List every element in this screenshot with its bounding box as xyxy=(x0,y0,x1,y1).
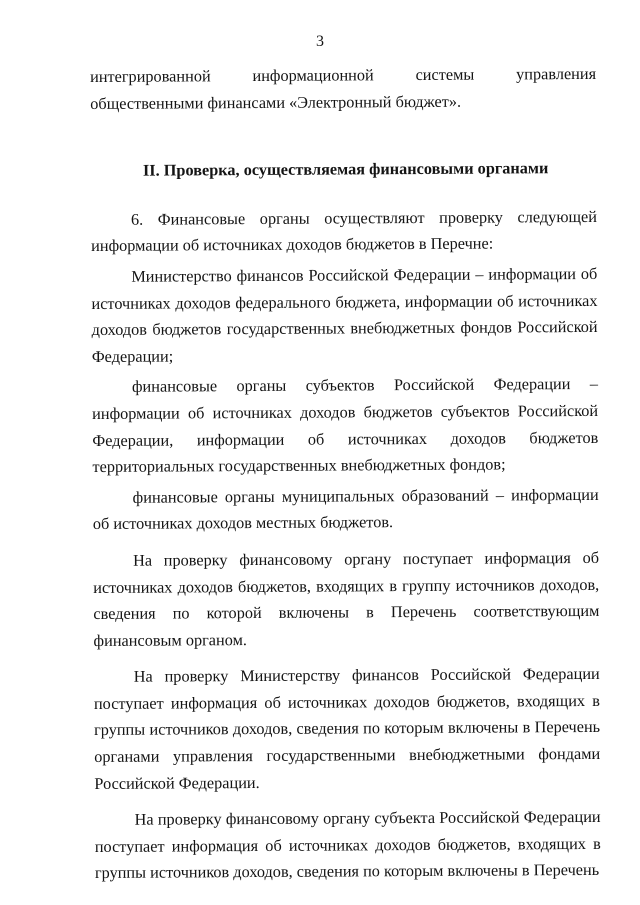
document-body xyxy=(90,61,601,887)
paragraph-municipal-finance: финансовые органы муниципальных образований – информации об источниках доходов местных бюджетов. xyxy=(92,484,599,534)
paragraph-continuation: интегрированной информационной системы управления общественными финансами «Электронный бюджет». xyxy=(90,63,597,113)
paragraph-verification-finance-organ: На проверку финансовому органу поступает информация об источниках доходов бюджетов, входящих в группу источников доходов, сведения по которой включены в Перечень соответствующим финансовым органом. xyxy=(93,547,600,650)
paragraph-verification-minfin: На проверку Министерству финансов Российской Федерации поступает информация об источниках доходов бюджетов, входящих в группы источников доходов, сведения по которым включены в Перечень органами управления государственными внебюджетными фондами Российской Федерации. xyxy=(93,664,601,793)
section-heading: II. Проверка, осуществляемая финансовыми органами xyxy=(142,158,549,180)
paragraph-verification-regional: На проверку финансовому органу субъекта Российской Федерации поступает информация об источниках доходов бюджетов, входящих в группы источников доходов, сведения по которым включены в Перечень xyxy=(94,807,601,883)
paragraph-regional-finance: финансовые органы субъектов Российской Федерации – информации об источниках доходов бюджетов субъектов Российской Федерации, информации об источниках доходов бюджетов территориальных государственных внебюджетных фондов; xyxy=(92,374,599,477)
page-number: 3 xyxy=(316,33,324,50)
paragraph-minfin: Министерство финансов Российской Федерации – информации об источниках доходов федерального бюджета, информации об источниках доходов бюджетов государственных внебюджетных фондов Российской Федерации; xyxy=(91,263,598,366)
paragraph-6: 6. Финансовые органы осуществляют проверку следующей информации об источниках доходов бюджетов в Перечне: xyxy=(91,206,597,256)
